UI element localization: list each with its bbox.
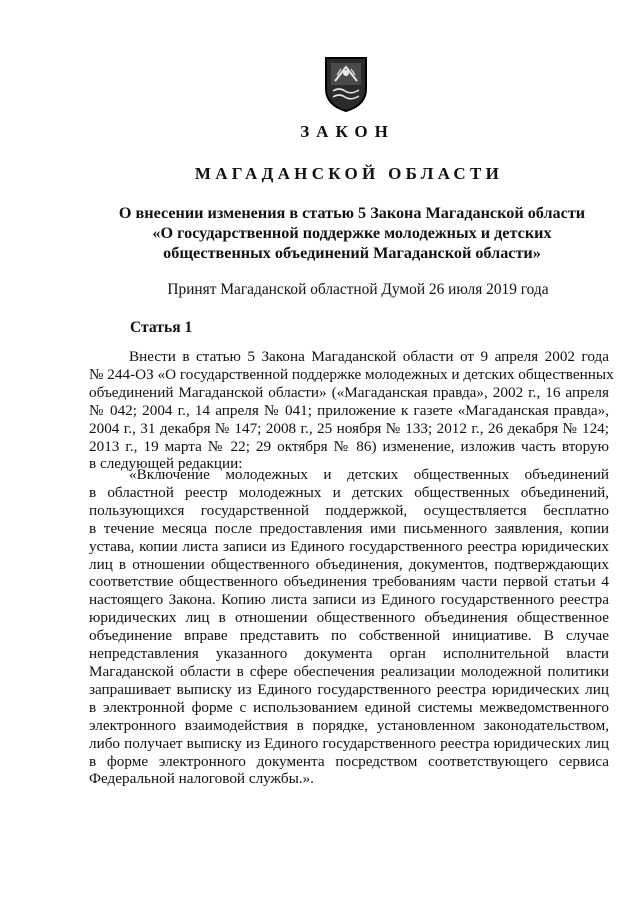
region-title: МАГАДАНСКОЙ ОБЛАСТИ (194, 164, 504, 183)
text-line: объединение вправе представить по собственной инициативе. В случае (89, 627, 609, 645)
text-line: соответствие общественного объединения требованиям части первой статьи 4 (89, 573, 609, 591)
article-paragraph-2 (89, 466, 609, 788)
text-line: в электронной форме с использованием единой системы межведомственного (89, 698, 609, 716)
text-line: юридических лиц в отношении общественного объединения общественное (89, 609, 609, 627)
text-line: 2013 г., 19 марта № 22; 29 октября № 86) изменение, изложив часть вторую (89, 437, 609, 455)
text-line: объединений Магаданской области» («Магаданская правда», 2002 г., 16 апреля (89, 383, 609, 401)
text-line: электронного взаимодействия в порядке, установленном законодательством, (89, 716, 609, 734)
law-subject (92, 203, 612, 263)
article-heading: Статья 1 (130, 319, 193, 336)
text-line: Внести в статью 5 Закона Магаданской области от 9 апреля 2002 года (129, 348, 609, 365)
text-line: настоящего Закона. Копию листа записи из Единого государственного реестра (89, 591, 609, 609)
text-line: в следующей редакции: (89, 455, 243, 473)
text-line: непредставления указанного документа орган исполнительной власти (89, 645, 609, 663)
text-line: пользующихся государственной поддержкой, осуществляется бесплатно (89, 501, 609, 519)
text-line: запрашивает выписку из Единого государственного реестра юридических лиц (89, 680, 609, 698)
text-line: устава, копии листа записи из Единого государственного реестра юридических (89, 537, 609, 555)
law-title: ЗАКОН (300, 122, 395, 141)
text-line: в течение месяца после предоставления ими письменного заявления, копии (89, 519, 609, 537)
text-line: лиц в отношении общественного объединения, документов, подтверждающих (89, 555, 609, 573)
text-line: либо получает выписку из Единого государственного реестра юридических лиц (89, 734, 609, 752)
text-line: № 244-ОЗ «О государственной поддержке молодежных и детских общественных (89, 365, 614, 383)
text-line: № 042; 2004 г., 14 апреля № 041; приложение к газете «Магаданская правда», (89, 401, 609, 419)
text-line: в форме электронного документа посредством соответствующего сервиса (89, 752, 609, 770)
subject-line: О внесении изменения в статью 5 Закона Магаданской области (118, 204, 586, 222)
text-line: «Включение молодежных и детских общественных объединений (129, 466, 609, 483)
text-line: Федеральной налоговой службы.». (89, 770, 314, 788)
adoption-note: Принят Магаданской областной Думой 26 июля 2019 года (167, 281, 549, 298)
subject-line: «О государственной поддержке молодежных и детских (152, 224, 552, 242)
magadan-coat-of-arms-icon (323, 55, 369, 113)
text-line: 2004 г., 31 декабря № 147; 2008 г., 25 ноября № 133; 2012 г., 26 декабря № 124; (89, 419, 609, 437)
text-line: в областной реестр молодежных и детских общественных объединений, (89, 483, 609, 501)
text-line: Магаданской области в сфере обеспечения реализации молодежной политики (89, 662, 609, 680)
subject-line: общественных объединений Магаданской области» (163, 244, 541, 262)
article-paragraph-1 (89, 348, 614, 473)
